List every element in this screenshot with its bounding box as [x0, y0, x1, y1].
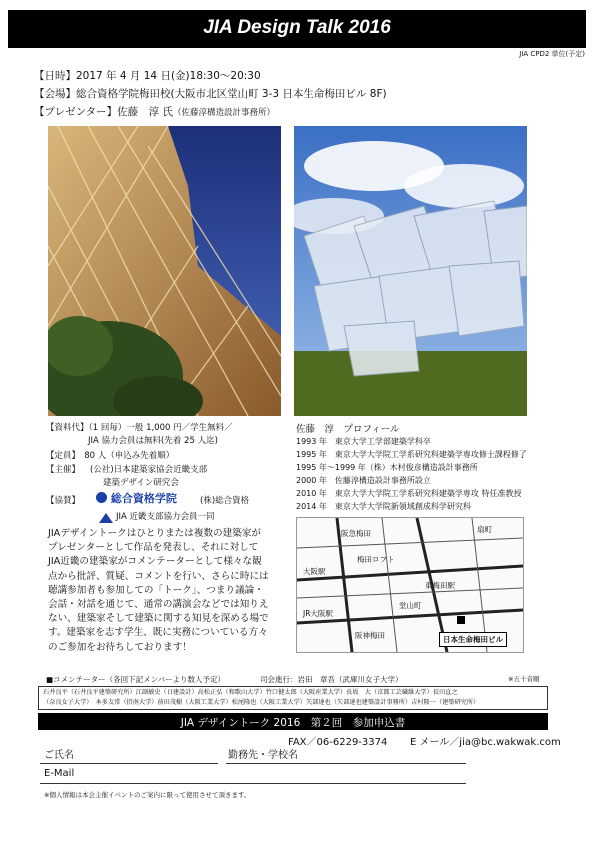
description-line: す。建築家を志す学生、既に実務についている方々 — [48, 627, 268, 639]
email-field[interactable] — [40, 783, 466, 784]
form-title: JIA デザイントーク 2016 第２回 参加申込書 — [180, 717, 406, 729]
sponsor-logo-icon — [96, 492, 107, 503]
cpd-note: JIA CPD2 単位(予定) — [519, 50, 585, 58]
profile-heading: 佐藤 淳 プロフィール — [296, 424, 400, 435]
org-label: 勤務先・学校名 — [228, 750, 298, 761]
commentators-line: （奈良女子大学） 本多友常（摂南大学）前田茂樹（大阪工業大学）松尾隆也（大阪工業大学）矢部達也（矢部達也建築設計事務所）吉村隆一（建築研究所） — [43, 699, 480, 706]
description-line: ない、建築家そして建築に関する知見を深める場で — [48, 613, 269, 625]
map-label: 堂山町 — [399, 601, 422, 610]
description — [48, 527, 283, 655]
header-bar — [8, 10, 586, 48]
moderator-text: 司会進行：岩田 章吾（武庫川女子大学） — [260, 675, 403, 684]
event-venue: 【会場】総合資格学院梅田校(大阪市北区堂山町 3-3 日本生命梅田ビル 8F) — [34, 88, 387, 100]
wooden-structure-photo — [48, 126, 281, 416]
commentators-heading: ■コメンテーター（各回下記メンバーより数人予定） — [46, 675, 226, 684]
presenter-name: 【プレゼンター】佐藤 淳 氏 — [34, 106, 173, 118]
description-line: JIAデザイントークはひとりまたは複数の建築家が — [48, 528, 262, 539]
map-label: 東梅田駅 — [425, 581, 455, 590]
fee-line-2: JIA 協力会員は無料(先着 25 人迄) — [88, 436, 218, 446]
profile-item: 1995 年～1999 年（株）木村俊彦構造設計事務所 — [296, 463, 478, 472]
form-title-bar — [38, 713, 548, 730]
jia-logo-icon — [99, 508, 113, 518]
profile-item: 1993 年 東京大学工学部建築学科卒 — [296, 437, 431, 446]
page-title: JIA Design Talk 2016 — [203, 17, 391, 38]
glass-pavilion-photo — [294, 126, 527, 416]
privacy-note: ※個人情報は本会主催イベントのご案内に限って使用させて頂きます。 — [44, 791, 251, 799]
profile-item: 2000 年 佐藤淳構造設計事務所設立 — [296, 476, 431, 485]
profile-item: 1995 年 東京大学大学院工学系研究科建築学専攻修士課程修了 — [296, 450, 527, 459]
capacity-text: 【定員】 80 人（申込み先着順） — [46, 451, 175, 461]
name-label: ご氏名 — [44, 750, 74, 761]
profile-item: 2010 年 東京大学大学院工学系研究科建築学専攻 特任准教授 — [296, 489, 522, 498]
support-text: JIA 近畿支部協力会員一同 — [116, 512, 215, 522]
event-presenter — [34, 104, 275, 119]
access-map — [296, 517, 524, 653]
presenter-office: （佐藤淳構造設計事務所） — [173, 108, 276, 118]
fee-line-1: 【資料代】（1 回毎）一般 1,000 円／学生無料／ — [46, 423, 233, 433]
order-note: ※五十音順 — [508, 675, 540, 683]
sponsor-logo — [96, 490, 177, 506]
description-line: JIA近畿の建築家がコメンテーターとして様々な観 — [48, 556, 262, 568]
sponsor-brand: 総合資格学院 — [110, 492, 177, 505]
map-label: 扇町 — [477, 525, 492, 534]
fax-number: FAX／06-6229-3374 — [288, 737, 388, 748]
event-date: 【日時】2017 年 4 月 14 日(金)18:30～20:30 — [34, 70, 261, 82]
map-target-label: 日本生命梅田ビル — [439, 632, 507, 647]
description-line: 点から批評、質疑、コメントを行い、さらに時には — [48, 570, 269, 582]
commentators-line: 石井良平（石井良平建築研究所）江副敏史（日建設計）高松正弘（和歌山大学）竹口健太郎（大阪産業大学）長坂 大（京都工芸繊維大学）長田直之 — [43, 689, 458, 696]
map-label: JR大阪駅 — [303, 609, 333, 618]
description-line: のご参加をお待ちしております！ — [48, 641, 192, 653]
email-contact: E メール／jia@bc.wakwak.com — [410, 737, 561, 748]
description-line: 聴講参加者も参加しての「トーク」、つまり議論・ — [48, 584, 264, 596]
commentators-box — [38, 686, 548, 710]
organizer-line-1: (公社)日本建築家協会近畿支部 — [90, 465, 208, 475]
description-line: 会話・対話を通じて、通常の講演会などでは知りえ — [48, 599, 269, 611]
sponsor-company: (株)総合資格 — [200, 496, 250, 506]
map-label: 阪急梅田 — [341, 529, 371, 538]
description-line: プレゼンターとして作品を発表し、それに対して — [48, 542, 259, 554]
map-label: 梅田ロフト — [357, 555, 395, 564]
profile-item: 2014 年 東京大学大学院新領域創成科学研究科 — [296, 502, 471, 511]
organizer-label: 【主催】 — [46, 465, 81, 475]
organizer-line-2: 建築デザイン研究会 — [103, 478, 179, 488]
map-label: 阪神梅田 — [355, 631, 385, 640]
cooperation-label: 【協賛】 — [46, 496, 81, 506]
map-label: 大阪駅 — [303, 567, 326, 576]
org-field[interactable] — [226, 763, 466, 764]
name-field[interactable] — [40, 763, 218, 764]
email-label: E-Mail — [44, 768, 75, 779]
